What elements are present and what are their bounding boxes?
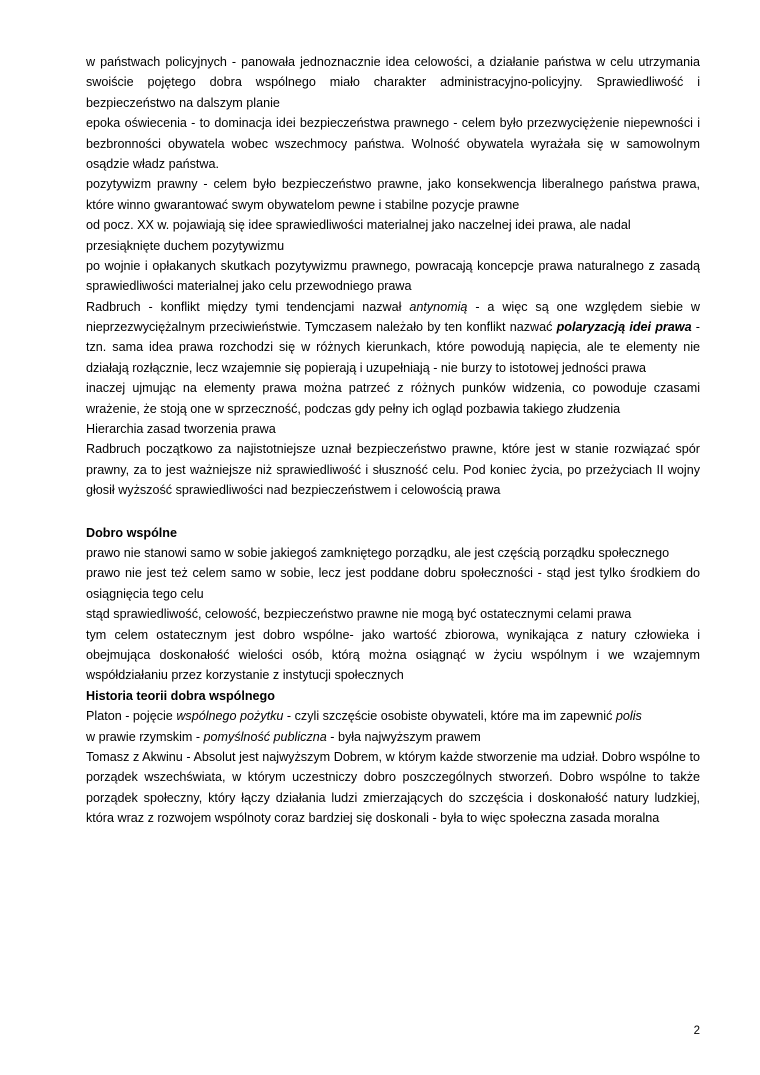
paragraph-dw-2: prawo nie jest też celem samo w sobie, lecz jest poddane dobru społeczności - stąd jest tylko środkiem do osiągnięcia tego celu bbox=[86, 566, 700, 601]
paragraph-xx-wiek: od pocz. XX w. pojawiają się idee sprawiedliwości materialnej jako naczelnej idei prawa, ale nadal przesiąknięte duchem pozytywizmu bbox=[86, 218, 631, 253]
heading-historia-teorii: Historia teorii dobra wspólnego bbox=[86, 688, 275, 703]
paragraph-radbruch-bezpieczenstwo: Radbruch początkowo za najistotniejsze uznał bezpieczeństwo prawne, które jest w stanie rozwiązać spór prawny, za to jest ważniejsze niż sprawiedliwość i słuszność celu. Pod koniec życia, po przeżyciach II wojny głosił wyższość sprawiedliwości nad bezpieczeństwem i celowością prawa bbox=[86, 442, 700, 498]
paragraph-radbruch-antynomia: Radbruch - konflikt między tymi tendencjami nazwał antynomią - a więc są one względem siebie w nieprzezwyciężalnym przeciwieństwie. Tymczasem należało by ten konflikt nazwać polaryzacją idei prawa - tzn. sama idea prawa rozchodzi się w różnych kierunkach, które powodują napięcia, ale te elementy nie działają rozłącznie, lecz wzajemnie się popierają i uzupełniają - nie burzy to istotowej jedności prawa bbox=[86, 299, 700, 375]
section-spacer bbox=[86, 501, 700, 523]
paragraph-hist-rzym: w prawie rzymskim - pomyślność publiczna - była najwyższym prawem bbox=[86, 729, 481, 744]
paragraph-hist-akwinu: Tomasz z Akwinu - Absolut jest najwyższym Dobrem, w którym każde stworzenie ma udział. Dobro wspólne to porządek wszechświata, w którym uczestniczy dobro poszczególnych stworzeń. Dobro wspólne to także porządek społeczny, który łączy działania ludzi zmierzających do szczęścia i doskonałość natury ludzkiej, która wraz z rozwojem wspólnoty coraz bardziej się doskonali - była to więc społeczna zasada moralna bbox=[86, 749, 700, 826]
paragraph-inaczej-ujmujac: inaczej ujmując na elementy prawa można patrzeć z różnych punków widzenia, co powoduje czasami wrażenie, że stoją one w sprzeczność, podczas gdy pełny ich ogląd pozbawia takiego złudzenia bbox=[86, 381, 700, 416]
document-body bbox=[86, 52, 700, 828]
paragraph-oswiecenie: epoka oświecenia - to dominacja idei bezpieczeństwa prawnego - celem było przezwyciężenie niepewności i bezbronności obywatela wobec wszechmocy państwa. Wolność obywatela wyrażała się w samowolnym osądzie władz państwa. bbox=[86, 116, 700, 171]
paragraph-dw-1: prawo nie stanowi samo w sobie jakiegoś zamkniętego porządku, ale jest częścią porządku społecznego bbox=[86, 545, 670, 560]
paragraph-dw-3: stąd sprawiedliwość, celowość, bezpieczeństwo prawne nie mogą być ostatecznymi celami prawa bbox=[86, 607, 632, 622]
heading-dobro-wspolne: Dobro wspólne bbox=[86, 525, 177, 540]
paragraph-po-wojnie: po wojnie i opłakanych skutkach pozytywizmu prawnego, powracają koncepcje prawa naturalnego z zasadą sprawiedliwości materialnej jako celu przewodniego prawa bbox=[86, 258, 700, 294]
paragraph-hierarchia-zasad: Hierarchia zasad tworzenia prawa bbox=[86, 422, 276, 437]
paragraph-hist-platon: Platon - pojęcie wspólnego pożytku - czyli szczęście osobiste obywateli, które ma im zapewnić polis bbox=[86, 709, 642, 724]
paragraph-pozytywizm: pozytywizm prawny - celem było bezpieczeństwo prawne, jako konsekwencja liberalnego państwa prawa, które winno gwarantować swym obywatelom pewne i stabilne pozycje prawne bbox=[86, 177, 700, 212]
paragraph-policyjne: w państwach policyjnych - panowała jednoznacznie idea celowości, a działanie państwa w celu utrzymania swoiście pojętego dobra wspólnego miało charakter administracyjno-policyjny. Sprawiedliwość i bezpieczeństwo na dalszym planie bbox=[86, 55, 700, 110]
page-number: 2 bbox=[693, 1025, 700, 1037]
paragraph-dw-4: tym celem ostatecznym jest dobro wspólne- jako wartość zbiorowa, wynikająca z natury człowieka i obejmująca doskonałość wielości osób, którą można osiągnąć w życiu wspólnym i we wzajemnym współdziałaniu przez korzystanie z instytucji społecznych bbox=[86, 627, 700, 683]
